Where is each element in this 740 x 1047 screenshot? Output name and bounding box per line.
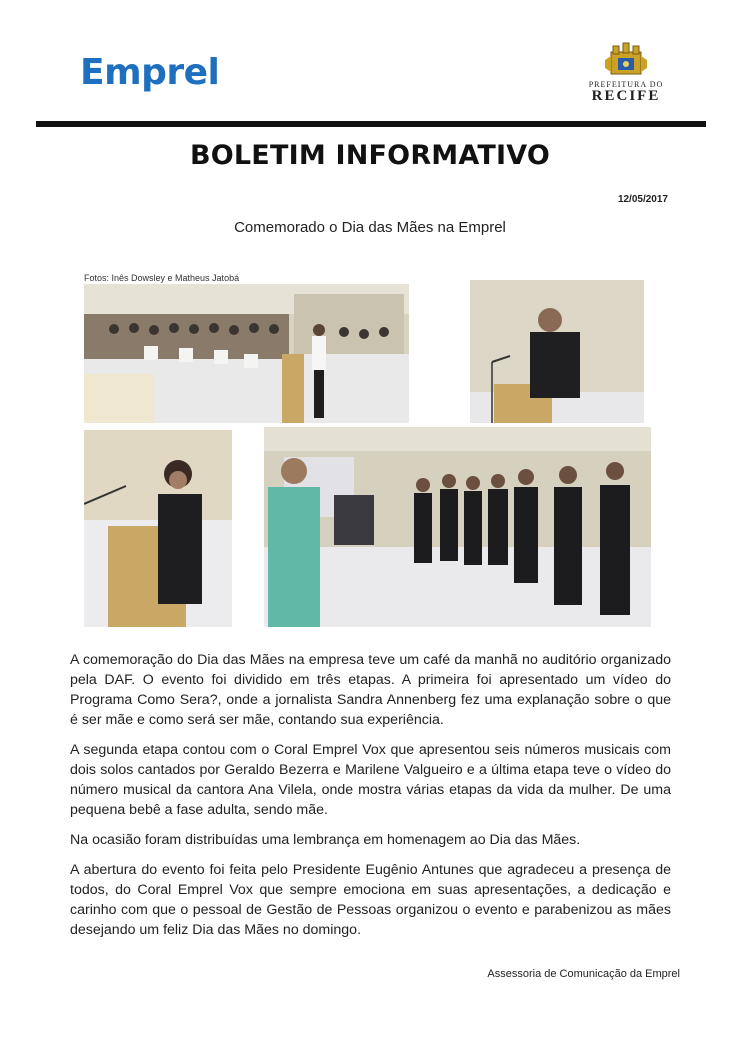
article-paragraph-3: Na ocasião foram distribuídas uma lembrança em homenagem ao Dia das Mães. <box>70 832 581 848</box>
photo-choir-performance <box>264 427 651 627</box>
article-paragraph-4: A abertura do evento foi feita pelo Presidente Eugênio Antunes que agradeceu a presença de todos, do Coral Emprel Vox que sempre emociona em suas apresentações, a dedicação e carinho com que o pessoal de Gestão de Pessoas organizou o evento e parabenizou as mães desejando um feliz Dia das Mães no domingo. <box>70 862 671 938</box>
article-body <box>70 650 671 950</box>
photo-speaker-podium <box>470 280 644 423</box>
header-divider <box>36 121 706 127</box>
recife-logo-title: RECIFE <box>591 88 661 104</box>
page-title: BOLETIM INFORMATIVO <box>189 140 551 171</box>
recife-logo-subtitle: PREFEITURA DO <box>588 80 664 89</box>
prefeitura-recife-logo <box>578 42 674 112</box>
recife-coat-of-arms-icon <box>603 42 649 78</box>
photo-woman-singing <box>84 430 232 627</box>
article-paragraph-2: A segunda etapa contou com o Coral Emprel Vox que apresentou seis números musicais com dois solos cantados por Geraldo Bezerra e Marilene Valgueiro e a última etapa teve o vídeo do número musical da cantora Ana Vilela, onde mostra várias etapas da vida da mulher. De uma pequena bebê a fase adulta, sendo mãe. <box>70 742 671 818</box>
footer-signature: Assessoria de Comunicação da Emprel <box>487 968 680 980</box>
emprel-logo: Emprel <box>80 52 220 93</box>
photo-credit: Fotos: Inês Dowsley e Matheus Jatobá <box>84 273 240 283</box>
article-headline: Comemorado o Dia das Mães na Emprel <box>234 219 506 236</box>
article-paragraph-1: A comemoração do Dia das Mães na empresa teve um café da manhã no auditório organizado pela DAF. O evento foi dividido em três etapas. A primeira foi apresentado um vídeo do Programa Como Sera?, onde a jornalista Sandra Annenberg fez uma explanação sobre o que é ser mãe e como será ser mãe, contando sua experiência. <box>70 652 671 728</box>
publication-date: 12/05/2017 <box>617 194 668 205</box>
photo-auditorium-audience <box>84 284 409 423</box>
